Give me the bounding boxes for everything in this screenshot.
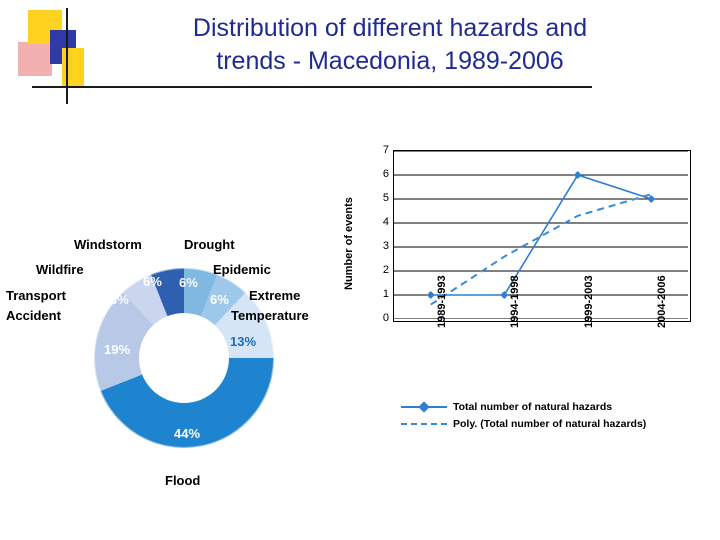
pie-label-drought: Drought bbox=[184, 237, 235, 252]
line-chart-x-tick: 1994-1998 bbox=[509, 275, 522, 328]
line-chart-x-tick: 1999-2003 bbox=[582, 275, 595, 328]
logo-vertical-rule bbox=[66, 8, 68, 104]
legend-item-total-hazards bbox=[401, 398, 646, 415]
pie-label-epidemic: Epidemic bbox=[213, 262, 271, 277]
logo-square-pink bbox=[18, 42, 52, 76]
page-title-line-1: Distribution of different hazards and bbox=[192, 14, 588, 42]
line-chart-y-tick: 0 bbox=[382, 312, 389, 324]
line-chart-x-tick: 1989-1993 bbox=[435, 275, 448, 328]
pie-slice-value-windstorm: 6% bbox=[143, 274, 162, 289]
pie-slice-value-transport-accident: 19% bbox=[104, 342, 131, 357]
line-chart-legend bbox=[401, 398, 646, 432]
pie-slice-value-wildfire: 6% bbox=[110, 292, 129, 307]
line-chart-x-tick: 2004-2006 bbox=[656, 275, 669, 328]
pie-label-transport-accident: Transport bbox=[6, 288, 66, 303]
page-title bbox=[110, 12, 670, 78]
decorative-logo bbox=[14, 8, 110, 104]
line-chart-y-axis-label: Number of events bbox=[343, 197, 355, 290]
pie-chart-center-hole bbox=[139, 313, 229, 403]
line-chart-y-tick: 7 bbox=[382, 144, 389, 156]
line-chart-y-tick: 4 bbox=[382, 216, 389, 228]
pie-slice-value-flood: 44% bbox=[174, 426, 201, 441]
legend-key-solid-line-icon bbox=[401, 401, 447, 413]
page-title-line-2: trends - Macedonia, 1989-2006 bbox=[216, 47, 564, 75]
pie-slice-value-extreme-temperature: 13% bbox=[230, 334, 257, 349]
legend-label-total-hazards: Total number of natural hazards bbox=[453, 400, 613, 413]
legend-item-poly-trend bbox=[401, 415, 646, 432]
logo-horizontal-rule bbox=[32, 86, 592, 88]
legend-label-poly-trend: Poly. (Total number of natural hazards) bbox=[453, 417, 647, 430]
line-chart-y-tick: 5 bbox=[382, 192, 389, 204]
line-chart-y-tick: 3 bbox=[382, 240, 389, 252]
pie-chart bbox=[6, 230, 346, 520]
line-chart-y-tick: 2 bbox=[382, 264, 389, 276]
pie-label-windstorm: Windstorm bbox=[74, 237, 142, 252]
pie-slice-value-drought: 6% bbox=[179, 275, 198, 290]
pie-slice-value-epidemic: 6% bbox=[210, 292, 229, 307]
pie-label-flood: Flood bbox=[165, 473, 201, 488]
pie-label-wildfire: Wildfire bbox=[36, 262, 84, 277]
pie-label-extreme-temperature: Extreme bbox=[249, 288, 301, 303]
legend-key-dashed-line-icon bbox=[401, 418, 447, 430]
pie-label-extreme-temperature-2: Temperature bbox=[231, 308, 309, 323]
line-chart-y-tick: 6 bbox=[382, 168, 389, 180]
line-chart-y-tick: 1 bbox=[382, 288, 389, 300]
line-chart bbox=[345, 140, 705, 440]
pie-label-transport-accident-2: Accident bbox=[6, 308, 61, 323]
